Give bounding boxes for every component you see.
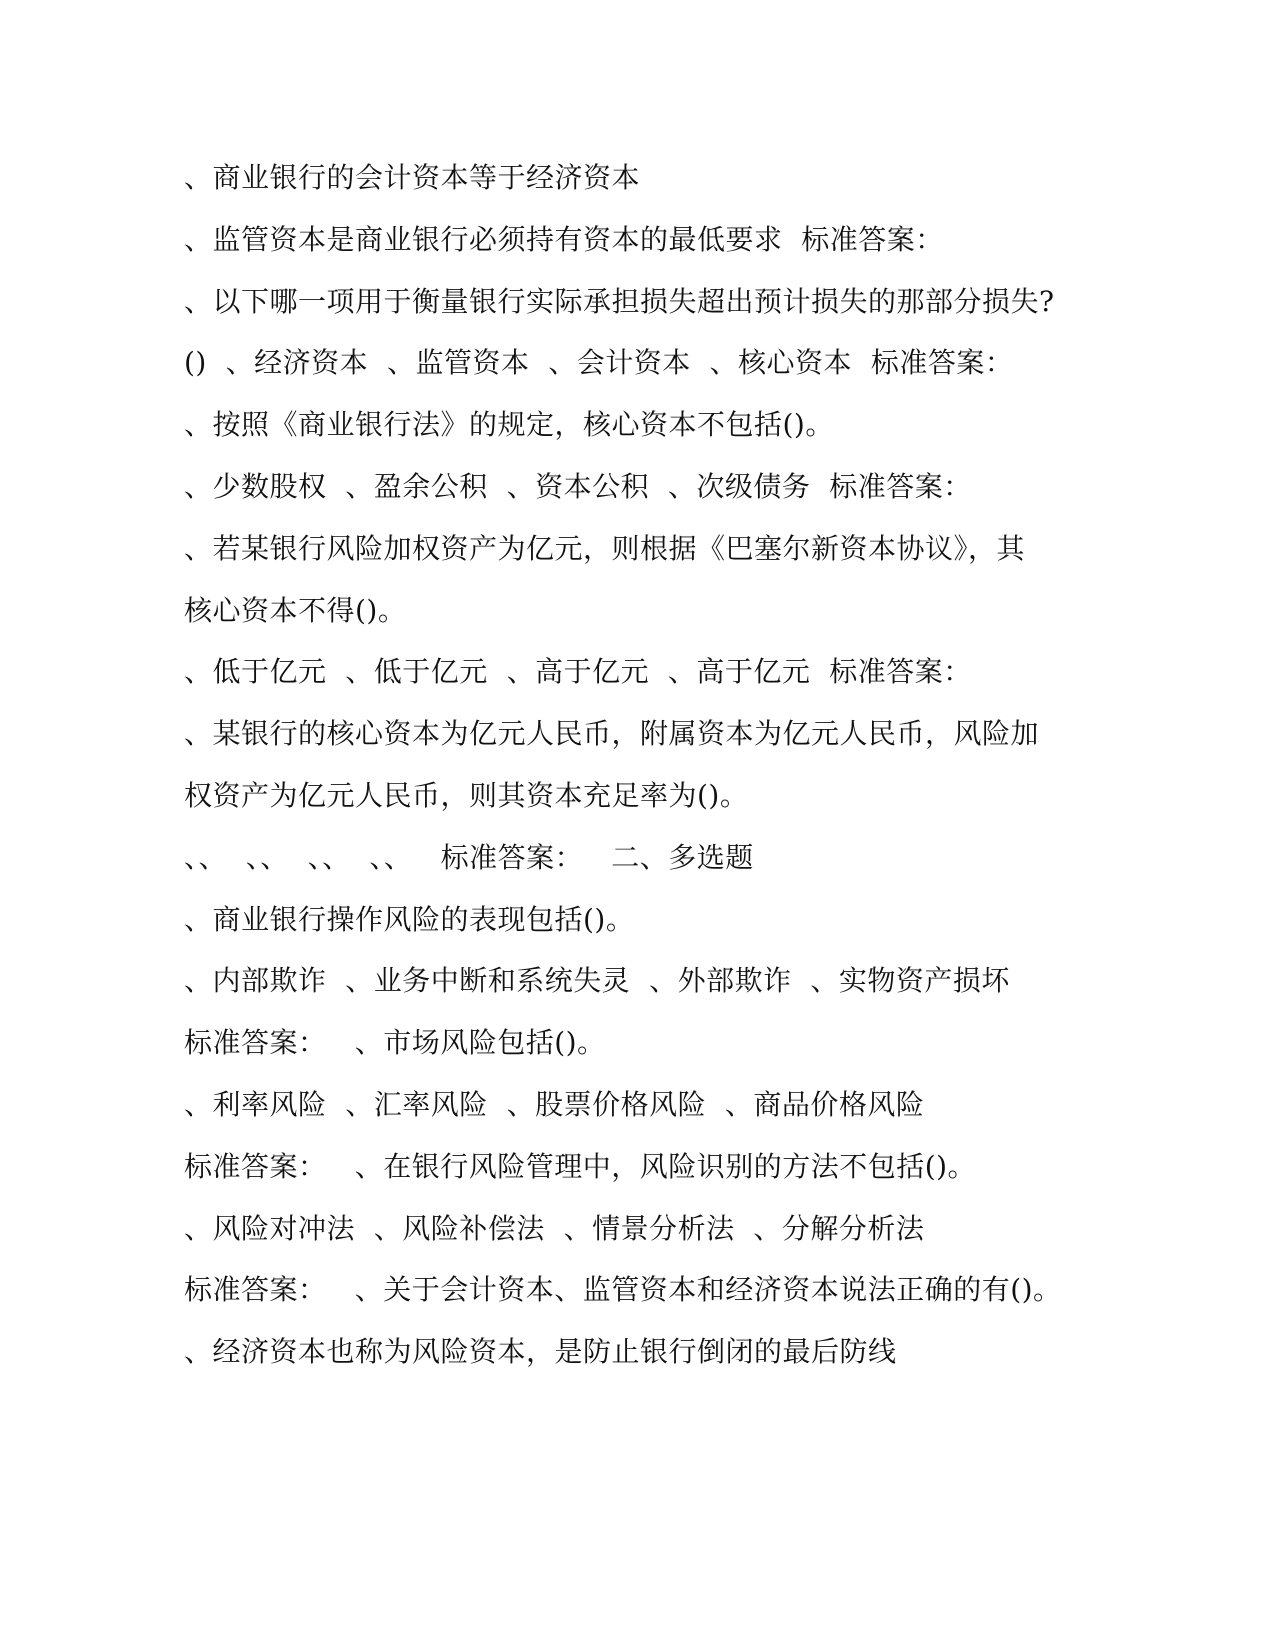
text-line: 、按照《商业银行法》的规定，核心资本不包括()。 <box>184 408 834 442</box>
text-line: 、、 、、 、、 、、 标准答案： 二、多选题 <box>184 840 754 874</box>
text-line: 、以下哪一项用于衡量银行实际承担损失超出预计损失的那部分损失? <box>184 284 1055 318</box>
document-body <box>184 152 1084 1388</box>
text-line: 、某银行的核心资本为亿元人民币，附属资本为亿元人民币，风险加 <box>184 717 1040 751</box>
text-line: 、若某银行风险加权资产为亿元，则根据《巴塞尔新资本协议》，其 <box>184 531 1026 565</box>
text-line: 、商业银行的会计资本等于经济资本 <box>184 161 641 194</box>
text-line: 、内部欺诈 、业务中断和系统失灵 、外部欺诈 、实物资产损坏 <box>184 964 1010 998</box>
text-line: 、风险对冲法 、风险补偿法 、情景分析法 、分解分析法 <box>184 1211 925 1245</box>
text-line: () 、经济资本 、监管资本 、会计资本 、核心资本 标准答案： <box>184 346 1014 380</box>
text-line: 、商业银行操作风险的表现包括()。 <box>184 902 635 936</box>
text-line: 标准答案： 、市场风险包括()。 <box>184 1026 606 1060</box>
text-line: 权资产为亿元人民币，则其资本充足率为()。 <box>184 778 749 812</box>
text-line: 、经济资本也称为风险资本，是防止银行倒闭的最后防线 <box>184 1335 897 1369</box>
text-line: 、监管资本是商业银行必须持有资本的最低要求 标准答案： <box>184 222 944 256</box>
text-line: 、利率风险 、汇率风险 、股票价格风险 、商品价格风险 <box>184 1087 925 1121</box>
text-line: 标准答案： 、在银行风险管理中，风险识别的方法不包括()。 <box>184 1149 977 1183</box>
text-line: 标准答案： 、关于会计资本、监管资本和经济资本说法正确的有()。 <box>184 1273 1062 1307</box>
text-line: 核心资本不得()。 <box>184 593 407 627</box>
text-line: 、低于亿元 、低于亿元 、高于亿元 、高于亿元 标准答案： <box>184 655 972 689</box>
text-line: 、少数股权 、盈余公积 、资本公积 、次级债务 标准答案： <box>184 469 972 503</box>
